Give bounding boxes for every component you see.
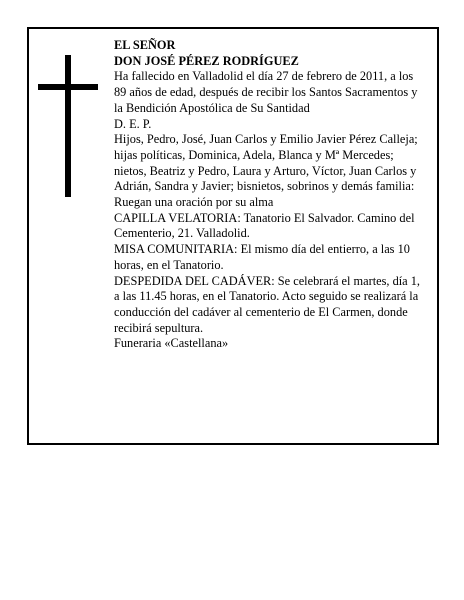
- obituary-text: [114, 38, 426, 352]
- obituary-title: EL SEÑOR: [114, 38, 176, 52]
- deceased-name: DON JOSÉ PÉREZ RODRÍGUEZ: [114, 53, 299, 68]
- prayer-request: Ruegan una oración por su alma: [114, 195, 274, 210]
- mass-info: MISA COMUNITARIA: El mismo día del entierro, a las 10 horas, en el Tanatorio.: [114, 242, 410, 272]
- rip-abbreviation: D. E. P.: [114, 116, 152, 131]
- cross-icon: [65, 55, 71, 197]
- funeral-home: Funeraria «Castellana»: [114, 336, 229, 351]
- death-announcement: Ha fallecido en Valladolid el día 27 de febrero de 2011, a los 89 años de edad, después de recibir los Santos Sacramentos y la Bendición Apostólica de Su Santidad: [114, 69, 418, 115]
- cross-icon-crossbar: [38, 84, 98, 90]
- family-list: Hijos, Pedro, José, Juan Carlos y Emilio Javier Pérez Calleja; hijas políticas, Dominica, Adela, Blanca y Mª Mercedes; nietos, Beatriz y Pedro, Laura y Arturo, Víctor, Juan Carlos y Adrián, Sandra y Javier; bisnietos, sobrinos y demás familia:: [114, 132, 418, 194]
- chapel-info: CAPILLA VELATORIA: Tanatorio El Salvador. Camino del Cementerio, 21. Valladolid.: [114, 210, 415, 241]
- farewell-info: DESPEDIDA DEL CADÁVER: Se celebrará el martes, día 1, a las 11.45 horas, en el Tanatorio. Acto seguido se realizará la conducción del cadáver al cementerio de El Carmen, donde recibirá sepultura.: [114, 273, 421, 335]
